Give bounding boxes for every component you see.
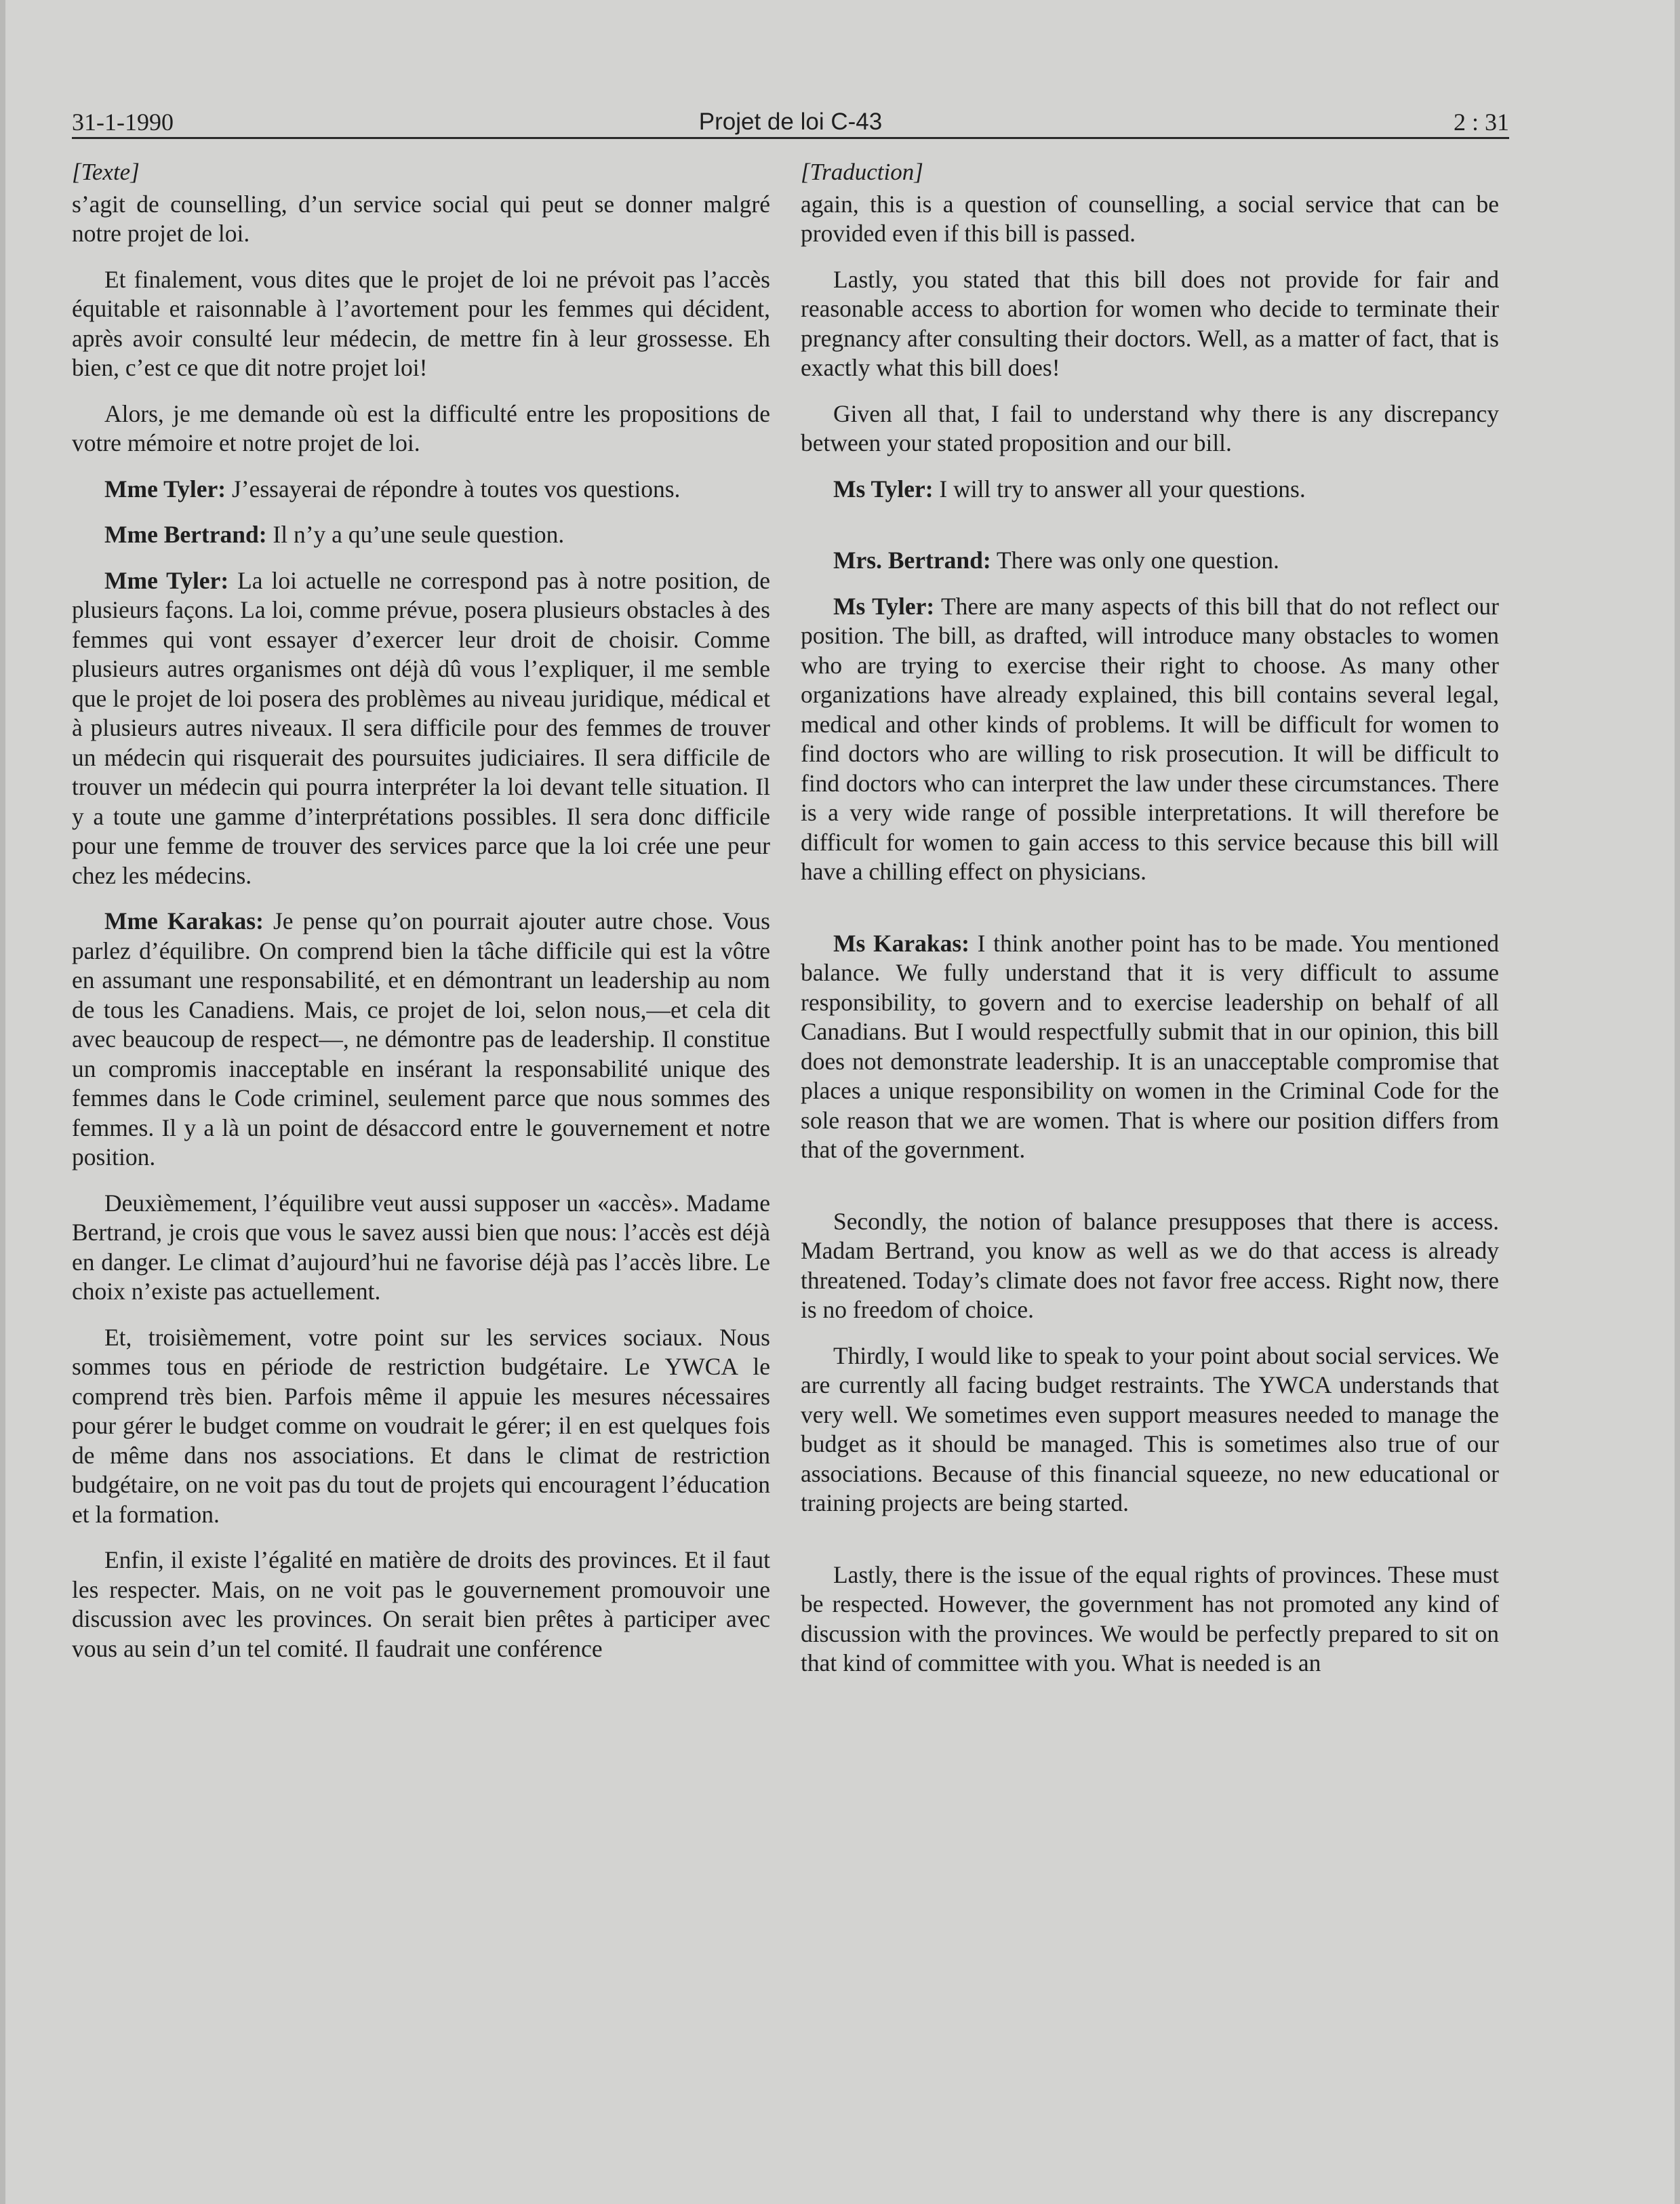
- page-header: [72, 102, 1509, 139]
- paragraph: s’agit de counselling, d’un service social qui peut se donner malgré notre projet de loi.: [72, 190, 770, 247]
- speech: [72, 907, 770, 1173]
- speech: [801, 475, 1499, 505]
- speech-text: Je pense qu’on pourrait ajouter autre chose. Vous parlez d’équilibre. On comprend bien la tâche difficile qui est la vôtre en assumant une responsabilité, et en démontrant un leadership au nom de tous les Canadiens. Mais, ce projet de loi, selon nous,—et cela dit avec beaucoup de respect—, ne démontre pas de leadership. Il constitue un compromis inacceptable en insérant la responsabilité unique des femmes dans le Code criminel, seulement parce que nous sommes des femmes. Il y a là un point de désaccord entre le gouvernement et notre position.: [72, 907, 770, 1170]
- speaker-name: Ms Tyler:: [833, 592, 935, 620]
- speech-text: I will try to answer all your questions.: [933, 475, 1306, 503]
- speaker-name: Mrs. Bertrand:: [833, 547, 991, 574]
- paragraph: Lastly, there is the issue of the equal rights of provinces. These must be respected. However, the government has not promoted any kind of discussion with the provinces. We would be perfectly prepared to sit on that kind of committee with you. What is needed is an: [801, 1560, 1499, 1676]
- paragraph: Et finalement, vous dites que le projet de loi ne prévoit pas l’accès équitable et raisonnable à l’avortement pour les femmes qui décident, après avoir consulté leur médecin, de mettre fin à leur grossesse. Eh bien, c’est ce que dit notre projet loi!: [72, 265, 770, 381]
- paragraph: Given all that, I fail to understand why there is any discrepancy between your stated proposition and our bill.: [801, 399, 1499, 456]
- speech-text: J’essayerai de répondre à toutes vos questions.: [226, 475, 681, 503]
- speaker-name: Mme Tyler:: [104, 566, 229, 594]
- paragraph: Lastly, you stated that this bill does not provide for fair and reasonable access to abortion for women who decide to terminate their pregnancy after consulting their doctors. Well, as a matter of fact, that is exactly what this bill does!: [801, 265, 1499, 381]
- speaker-name: Ms Tyler:: [833, 475, 934, 503]
- speech-text: There was only one question.: [991, 547, 1279, 574]
- speech-text: Il n’y a qu’une seule question.: [266, 521, 565, 548]
- paragraph: Enfin, il existe l’égalité en matière de droits des provinces. Et il faut les respecter. Mais, on ne voit pas le gouvernement promouvoir une discussion avec les provinces. On serait bien prêtes à participer avec vous au sein d’un tel comité. Il faudrait une conférence: [72, 1546, 770, 1662]
- paragraph: Alors, je me demande où est la difficulté entre les propositions de votre mémoire et notre projet de loi.: [72, 399, 770, 456]
- speech-text: I think another point has to be made. You mentioned balance. We fully understand that it is very difficult to assume responsibility, to govern and to exercise leadership on behalf of all Canadians. But I would respectfully submit that in our opinion, this bill does not demonstrate leadership. It is an unacceptable compromise that places a unique responsibility on women in the Criminal Code for the sole reason that we are women. That is where our position differs from that of the government.: [801, 929, 1499, 1163]
- document-page: [5, 0, 1675, 2204]
- speech-text: La loi actuelle ne correspond pas à notre position, de plusieurs façons. La loi, comme prévue, posera plusieurs obstacles à des femmes qui vont essayer d’exercer leur droit de choisir. Comme plusieurs autres organismes ont déjà dû vous l’expliquer, il me semble que le projet de loi posera des problèmes au niveau juridique, médical et à plusieurs autres niveaux. Il sera difficile pour des femmes de trouver un médecin qui risquerait des poursuites judiciaires. Il sera difficile de trouver un médecin qui pourra interpréter la loi devant telle situation. Il y a toute une gamme d’interprétations possibles. Il sera donc difficile pour une femme de trouver des services parce que la loi crée une peur chez les médecins.: [72, 566, 770, 889]
- speech: [72, 475, 770, 505]
- speaker-name: Mme Tyler:: [104, 475, 226, 503]
- header-date: 31-1-1990: [72, 109, 174, 136]
- speech: [801, 546, 1499, 576]
- paragraph: again, this is a question of counselling, a social service that can be provided even if this bill is passed.: [801, 190, 1499, 247]
- speaker-name: Mme Bertrand:: [104, 521, 267, 548]
- translation-tag: [Traduction]: [801, 159, 923, 185]
- speech: [72, 520, 770, 550]
- header-title: Projet de loi C-43: [698, 109, 883, 135]
- header-page-number: 2 : 31: [1453, 109, 1509, 136]
- speech: [801, 929, 1499, 1165]
- speech: [801, 592, 1499, 887]
- text-tag: [Texte]: [72, 159, 140, 185]
- speech-text: There are many aspects of this bill that do not reflect our position. The bill, as drafted, will introduce many obstacles to women who are trying to exercise their right to choose. As many other organizations have already explained, this bill contains several legal, medical and other kinds of problems. It will be difficult for women to find doctors who are willing to risk prosecution. It will be difficult to find doctors who can interpret the law under these circumstances. There is a very wide range of possible interpretations. It will therefore be difficult for women to gain access to this service because this bill will have a chilling effect on physicians.: [801, 592, 1500, 885]
- paragraph: Secondly, the notion of balance presupposes that there is access. Madam Bertrand, you know as well as we do that access is already threatened. Today’s climate does not favor free access. Right now, there is no freedom of choice.: [801, 1207, 1499, 1323]
- paragraph: Et, troisièmement, votre point sur les services sociaux. Nous sommes tous en période de restriction budgétaire. Le YWCA le comprend très bien. Parfois même il appuie les mesures nécessaires pour gérer le budget comme on voudrait le gérer; il en est quelques fois de même dans nos associations. Et dans le climat de restriction budgétaire, on ne voit pas du tout de projets qui encouragent l’éducation et la formation.: [72, 1323, 770, 1528]
- french-column: [72, 157, 770, 1680]
- speaker-name: Ms Karakas:: [833, 929, 969, 957]
- english-column: [801, 157, 1499, 1695]
- speaker-name: Mme Karakas:: [104, 907, 264, 934]
- paragraph: Thirdly, I would like to speak to your point about social services. We are currently all facing budget restraints. The YWCA understands that very well. We sometimes even support measures needed to manage the budget as it should be managed. This is sometimes also true of our associations. Because of this financial squeeze, no new educational or training projects are being started.: [801, 1341, 1499, 1516]
- speech: [72, 566, 770, 891]
- paragraph: Deuxièmement, l’équilibre veut aussi supposer un «accès». Madame Bertrand, je crois que vous le savez aussi bien que nous: l’accès est déjà en danger. Le climat d’aujourd’hui ne favorise déjà pas l’accès libre. Le choix n’existe pas actuellement.: [72, 1189, 770, 1305]
